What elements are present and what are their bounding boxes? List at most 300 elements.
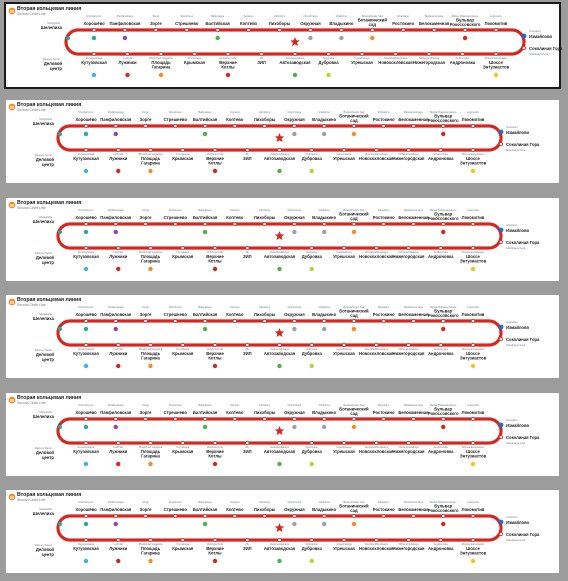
station-name-ru: Ботанический <box>339 113 369 119</box>
station-marker[interactable] <box>149 538 152 541</box>
station-marker[interactable] <box>471 441 474 444</box>
station-marker[interactable] <box>382 319 385 322</box>
station-marker[interactable] <box>340 28 343 31</box>
interchange-icon <box>58 327 62 331</box>
station-marker[interactable] <box>174 222 177 225</box>
metro-logo-icon <box>9 202 16 209</box>
station-marker[interactable] <box>463 28 466 31</box>
station-marker[interactable] <box>499 532 502 535</box>
station-name-ru: ЗИЛ <box>242 449 252 454</box>
station-name-en: Delovoy Tsentr <box>34 349 52 352</box>
grey-line-icon <box>322 522 326 526</box>
station-marker[interactable] <box>84 441 87 444</box>
station-name-ru: Панфиловская <box>109 21 141 26</box>
station-name-ru: Дубровка <box>301 254 322 259</box>
station-name-ru: Измайлово <box>506 325 530 330</box>
station-marker[interactable] <box>233 124 236 127</box>
station-name-en: Izmaylovo <box>529 30 541 33</box>
kremlin-star-icon <box>275 133 285 142</box>
station-name-en: Koptevo <box>230 111 240 114</box>
station-marker[interactable] <box>342 538 345 541</box>
station-marker[interactable] <box>181 343 184 346</box>
station-marker[interactable] <box>278 343 281 346</box>
station-marker[interactable] <box>322 417 325 420</box>
station-name-en: ZIL <box>245 446 250 449</box>
station-marker[interactable] <box>442 222 445 225</box>
station-name-ru: Новохохловская <box>378 60 413 65</box>
station-marker[interactable] <box>84 538 87 541</box>
station-marker[interactable] <box>233 319 236 322</box>
station-marker[interactable] <box>84 319 87 322</box>
station-name-en: Avtozavodskaya <box>270 348 289 351</box>
station-name-en: Khoroshyovo <box>86 15 102 18</box>
station-marker[interactable] <box>203 514 206 517</box>
station-name-en: Streshnevo <box>168 209 182 212</box>
station-marker[interactable] <box>213 343 216 346</box>
station-marker[interactable] <box>216 28 219 31</box>
station-name-ru: Крымская <box>172 351 194 356</box>
station-marker[interactable] <box>84 514 87 517</box>
station-name-en: Kutuzovskaya <box>77 446 95 449</box>
station-marker[interactable] <box>322 124 325 127</box>
station-marker[interactable] <box>263 514 266 517</box>
station-name-en: Koptevo <box>230 306 240 309</box>
map-variant-2[interactable] <box>6 100 559 183</box>
station-name-en: Krymskaya <box>176 251 190 254</box>
station-name-ru: Окружная <box>300 21 321 26</box>
station-name-ru: Коптево <box>240 21 258 26</box>
station-name-en: Izmaylovo <box>506 516 518 519</box>
station-marker[interactable] <box>149 148 152 151</box>
station-marker[interactable] <box>471 124 474 127</box>
map-variant-4[interactable] <box>6 295 559 378</box>
station-marker[interactable] <box>181 441 184 444</box>
station-marker[interactable] <box>494 52 497 55</box>
station-marker[interactable] <box>427 52 430 55</box>
station-marker[interactable] <box>439 538 442 541</box>
station-name-en: Luzhniki <box>113 251 124 254</box>
station-name-en: Ploshchad Gagarina <box>138 348 163 351</box>
station-marker[interactable] <box>203 417 206 420</box>
station-name-ru: Балтийская <box>192 215 218 220</box>
station-name-en: Nizhegorodskaya <box>398 251 419 254</box>
station-marker[interactable] <box>233 514 236 517</box>
station-marker[interactable] <box>432 28 435 31</box>
station-marker[interactable] <box>246 148 249 151</box>
station-name-en: Verkhnie Kotly <box>219 57 237 60</box>
station-marker[interactable] <box>471 246 474 249</box>
station-marker[interactable] <box>310 343 313 346</box>
station-name-ru: Зорге <box>139 410 152 415</box>
station-name-ru: Дубровка <box>301 546 322 551</box>
station-name-ru: Владыкино <box>312 117 337 122</box>
station-marker[interactable] <box>159 52 162 55</box>
red-line-icon <box>116 267 120 271</box>
station-name-ru: Шелепиха <box>32 316 54 321</box>
map-variant-5[interactable] <box>6 393 559 476</box>
station-name-ru: Котлы <box>208 550 222 556</box>
station-name-ru: Стрешнево <box>163 215 188 220</box>
station-marker[interactable] <box>114 222 117 225</box>
station-marker[interactable] <box>263 222 266 225</box>
purple-line-icon <box>114 425 118 429</box>
station-name-en: Streshnevo <box>168 404 182 407</box>
purple-line-icon <box>114 522 118 526</box>
station-marker[interactable] <box>407 441 410 444</box>
station-name-ru: Балтийская <box>192 312 218 317</box>
station-name-ru: Зорге <box>149 21 162 26</box>
station-marker[interactable] <box>149 246 152 249</box>
station-marker[interactable] <box>322 514 325 517</box>
station-marker[interactable] <box>494 28 497 31</box>
station-marker[interactable] <box>293 514 296 517</box>
station-marker[interactable] <box>310 246 313 249</box>
station-marker[interactable] <box>181 148 184 151</box>
station-name-ru: Верхние <box>206 254 224 259</box>
station-name-ru: Локомотив <box>461 312 485 317</box>
station-marker[interactable] <box>327 52 330 55</box>
station-marker[interactable] <box>407 538 410 541</box>
station-marker[interactable] <box>412 222 415 225</box>
station-marker[interactable] <box>375 246 378 249</box>
station-name-en: Khoroshyovo <box>78 209 94 212</box>
station-marker[interactable] <box>233 417 236 420</box>
station-name-en: Baltiyskaya <box>198 111 212 114</box>
station-name-en: Sokolinaya Gora <box>529 53 549 56</box>
station-marker[interactable] <box>144 124 147 127</box>
station-name-en: ZIL <box>245 153 250 156</box>
station-marker[interactable] <box>360 52 363 55</box>
station-marker[interactable] <box>117 441 120 444</box>
station-marker[interactable] <box>352 319 355 322</box>
station-marker[interactable] <box>310 441 313 444</box>
station-name-en: Ploshchad Gagarina <box>138 446 163 449</box>
station-marker[interactable] <box>352 124 355 127</box>
station-marker[interactable] <box>114 514 117 517</box>
station-name-en: Rostokino <box>377 306 390 309</box>
station-marker[interactable] <box>407 148 410 151</box>
station-marker[interactable] <box>442 514 445 517</box>
station-marker[interactable] <box>84 222 87 225</box>
station-name-en: Sokolinaya Gora <box>506 539 526 542</box>
station-marker[interactable] <box>293 52 296 55</box>
station-marker[interactable] <box>310 538 313 541</box>
station-marker[interactable] <box>181 246 184 249</box>
red-line-icon <box>441 425 445 429</box>
station-marker[interactable] <box>203 319 206 322</box>
station-name-en: Vladykino <box>318 111 330 114</box>
kremlin-star-icon <box>275 523 285 532</box>
station-name-ru: Белокаменная <box>398 117 429 122</box>
station-marker[interactable] <box>412 417 415 420</box>
grey-line-icon <box>339 36 343 40</box>
grey-line-icon <box>292 230 296 234</box>
station-marker[interactable] <box>375 441 378 444</box>
map-subtitle: Second Circle Line <box>17 303 46 307</box>
station-marker[interactable] <box>352 514 355 517</box>
station-name-ru: Автозаводская <box>263 351 296 356</box>
station-marker[interactable] <box>442 319 445 322</box>
map-variant-6[interactable] <box>6 490 559 573</box>
station-marker[interactable] <box>309 28 312 31</box>
station-marker[interactable] <box>263 319 266 322</box>
station-name-en: Shosse Entuziastov <box>461 446 485 449</box>
station-marker[interactable] <box>442 417 445 420</box>
station-marker[interactable] <box>407 246 410 249</box>
station-name-en: Dubrovka <box>306 446 318 449</box>
station-marker[interactable] <box>439 246 442 249</box>
station-name-en: Kutuzovskaya <box>77 543 95 546</box>
station-name-ru: Ростокино <box>372 117 395 122</box>
station-marker[interactable] <box>174 124 177 127</box>
station-marker[interactable] <box>412 319 415 322</box>
station-marker[interactable] <box>144 514 147 517</box>
station-marker[interactable] <box>278 538 281 541</box>
station-marker[interactable] <box>442 124 445 127</box>
station-name-ru: Угрешская <box>351 60 373 65</box>
station-marker[interactable] <box>84 246 87 249</box>
station-name-ru: Верхние <box>206 156 224 161</box>
station-marker[interactable] <box>342 441 345 444</box>
station-marker[interactable] <box>394 52 397 55</box>
station-marker[interactable] <box>84 417 87 420</box>
station-name-en: Koptevo <box>243 15 254 18</box>
station-marker[interactable] <box>263 124 266 127</box>
station-name-ru: Лужники <box>109 156 128 161</box>
station-name-en: Novokhokhlovskaya <box>364 153 388 156</box>
station-marker[interactable] <box>375 343 378 346</box>
station-name-ru: Локомотив <box>461 117 485 122</box>
station-name-en: Ugreshskaya <box>336 446 352 449</box>
station-name-ru: Лужники <box>109 546 128 551</box>
station-marker[interactable] <box>84 343 87 346</box>
station-marker[interactable] <box>278 148 281 151</box>
station-name-ru: Нижегородская <box>392 449 425 454</box>
station-marker[interactable] <box>174 319 177 322</box>
station-marker[interactable] <box>213 148 216 151</box>
station-marker[interactable] <box>247 28 250 31</box>
station-marker[interactable] <box>263 417 266 420</box>
station-marker[interactable] <box>117 148 120 151</box>
station-marker[interactable] <box>293 222 296 225</box>
station-marker[interactable] <box>185 28 188 31</box>
station-name-ru: Лихоборы <box>253 215 276 220</box>
station-marker[interactable] <box>342 148 345 151</box>
station-marker[interactable] <box>471 148 474 151</box>
station-name-ru: Локомотив <box>461 410 485 415</box>
station-marker[interactable] <box>412 514 415 517</box>
station-marker[interactable] <box>402 28 405 31</box>
station-marker[interactable] <box>522 46 525 49</box>
station-marker[interactable] <box>407 343 410 346</box>
station-name-ru: Бульвар <box>434 503 453 509</box>
station-marker[interactable] <box>213 246 216 249</box>
station-marker[interactable] <box>471 343 474 346</box>
station-marker[interactable] <box>213 538 216 541</box>
station-marker[interactable] <box>144 319 147 322</box>
station-marker[interactable] <box>246 246 249 249</box>
station-marker[interactable] <box>499 142 502 145</box>
station-marker[interactable] <box>92 28 95 31</box>
red-line-icon <box>213 267 217 271</box>
station-marker[interactable] <box>293 417 296 420</box>
station-marker[interactable] <box>84 148 87 151</box>
station-marker[interactable] <box>193 52 196 55</box>
station-marker[interactable] <box>114 319 117 322</box>
station-marker[interactable] <box>260 52 263 55</box>
station-marker[interactable] <box>144 417 147 420</box>
station-marker[interactable] <box>154 28 157 31</box>
yellow-line-icon <box>471 462 475 466</box>
station-marker[interactable] <box>375 538 378 541</box>
station-marker[interactable] <box>352 417 355 420</box>
station-marker[interactable] <box>439 441 442 444</box>
station-marker[interactable] <box>246 343 249 346</box>
station-marker[interactable] <box>114 417 117 420</box>
station-marker[interactable] <box>84 124 87 127</box>
station-marker[interactable] <box>471 514 474 517</box>
station-marker[interactable] <box>144 222 147 225</box>
station-name-en: Likhobory <box>258 306 271 309</box>
station-name-en: Ugreshskaya <box>336 153 352 156</box>
station-name-ru: Верхние <box>206 449 224 454</box>
station-name-ru: Ботанический <box>357 17 387 23</box>
station-marker[interactable] <box>499 240 502 243</box>
station-marker[interactable] <box>226 52 229 55</box>
station-name-ru: Андроновка <box>449 60 476 65</box>
station-marker[interactable] <box>342 246 345 249</box>
station-name-ru: Дубровка <box>318 60 339 65</box>
station-marker[interactable] <box>471 319 474 322</box>
station-name-en: Avtozavodskaya <box>270 543 289 546</box>
station-marker[interactable] <box>123 28 126 31</box>
station-marker[interactable] <box>114 124 117 127</box>
station-marker[interactable] <box>371 28 374 31</box>
station-marker[interactable] <box>174 514 177 517</box>
station-name-ru: Площадь <box>151 60 171 65</box>
station-marker[interactable] <box>203 222 206 225</box>
station-name-en: Andronovka <box>433 251 448 254</box>
station-name-en: Rostokino <box>397 15 410 18</box>
station-marker[interactable] <box>322 222 325 225</box>
station-name-ru: Энтузиастов <box>459 355 487 361</box>
station-marker[interactable] <box>293 124 296 127</box>
station-name-ru: Соколиная Гора <box>506 532 540 537</box>
map-variant-3[interactable] <box>6 198 559 281</box>
station-marker[interactable] <box>181 538 184 541</box>
red-line-icon <box>213 169 217 173</box>
station-name-en: Baltiyskaya <box>198 501 212 504</box>
station-marker[interactable] <box>352 222 355 225</box>
grey-line-icon <box>322 425 326 429</box>
station-name-en: Botanichesky Sad <box>343 501 365 504</box>
station-marker[interactable] <box>471 538 474 541</box>
station-marker[interactable] <box>213 441 216 444</box>
station-name-ru: Бульвар <box>434 308 453 314</box>
station-marker[interactable] <box>382 514 385 517</box>
station-marker[interactable] <box>375 148 378 151</box>
station-marker[interactable] <box>382 222 385 225</box>
station-name-en: Novokhokhlovskaya <box>364 251 388 254</box>
station-name-ru: Энтузиастов <box>459 258 487 264</box>
station-marker[interactable] <box>439 148 442 151</box>
station-marker[interactable] <box>382 124 385 127</box>
station-marker[interactable] <box>117 538 120 541</box>
station-name-ru: Стрешнево <box>163 410 188 415</box>
station-name-en: Streshnevo <box>168 501 182 504</box>
station-name-en: Ploshchad Gagarina <box>138 153 163 156</box>
station-name-ru: Стрешнево <box>163 117 188 122</box>
red-line-icon <box>116 169 120 173</box>
station-name-ru: Окружная <box>284 215 305 220</box>
station-name-en: ZIL <box>245 543 250 546</box>
station-marker[interactable] <box>246 441 249 444</box>
station-marker[interactable] <box>471 222 474 225</box>
station-marker[interactable] <box>278 441 281 444</box>
metro-logo-icon <box>9 299 16 306</box>
lime-line-icon <box>310 462 314 466</box>
station-marker[interactable] <box>278 246 281 249</box>
station-name-en: Sokolinaya Gora <box>506 247 526 250</box>
station-marker[interactable] <box>149 343 152 346</box>
station-marker[interactable] <box>293 319 296 322</box>
station-name-ru: Лужники <box>109 254 128 259</box>
station-name-ru: Деловой <box>35 157 54 162</box>
station-name-en: Kutuzovskaya <box>77 348 95 351</box>
station-name-ru: Белокаменная <box>398 507 429 512</box>
interchange-icon <box>58 522 62 526</box>
station-marker[interactable] <box>412 124 415 127</box>
map-variant-1[interactable] <box>6 4 563 87</box>
station-marker[interactable] <box>342 343 345 346</box>
orange-line-icon <box>148 559 152 563</box>
station-name-ru: Зорге <box>139 507 152 512</box>
station-name-en: Belokamennaya <box>424 15 444 18</box>
station-marker[interactable] <box>117 246 120 249</box>
station-name-ru: Белокаменная <box>419 21 450 26</box>
station-name-ru: Автозаводская <box>263 156 296 161</box>
station-marker[interactable] <box>499 337 502 340</box>
station-marker[interactable] <box>233 222 236 225</box>
station-marker[interactable] <box>203 124 206 127</box>
station-marker[interactable] <box>117 343 120 346</box>
station-name-ru: Кутузовская <box>81 60 107 65</box>
station-name-ru: Автозаводская <box>263 546 296 551</box>
station-marker[interactable] <box>322 319 325 322</box>
station-marker[interactable] <box>439 343 442 346</box>
station-name-en: Verkhnie Kotly <box>206 153 224 156</box>
station-marker[interactable] <box>471 417 474 420</box>
station-marker[interactable] <box>278 28 281 31</box>
station-marker[interactable] <box>126 52 129 55</box>
blue-line-icon <box>499 520 504 525</box>
station-name-ru: Деловой <box>43 61 62 66</box>
station-marker[interactable] <box>499 435 502 438</box>
station-marker[interactable] <box>149 441 152 444</box>
station-marker[interactable] <box>174 417 177 420</box>
station-marker[interactable] <box>461 52 464 55</box>
station-name-en: Botanichesky Sad <box>343 111 365 114</box>
station-marker[interactable] <box>382 417 385 420</box>
red-line-icon <box>116 559 120 563</box>
blue-line-icon <box>522 34 527 39</box>
station-marker[interactable] <box>92 52 95 55</box>
station-name-ru: Измайлово <box>506 520 530 525</box>
station-marker[interactable] <box>310 148 313 151</box>
station-name-en: Krymskaya <box>188 57 201 60</box>
station-marker[interactable] <box>246 538 249 541</box>
station-name-ru: Бульвар <box>434 113 453 119</box>
